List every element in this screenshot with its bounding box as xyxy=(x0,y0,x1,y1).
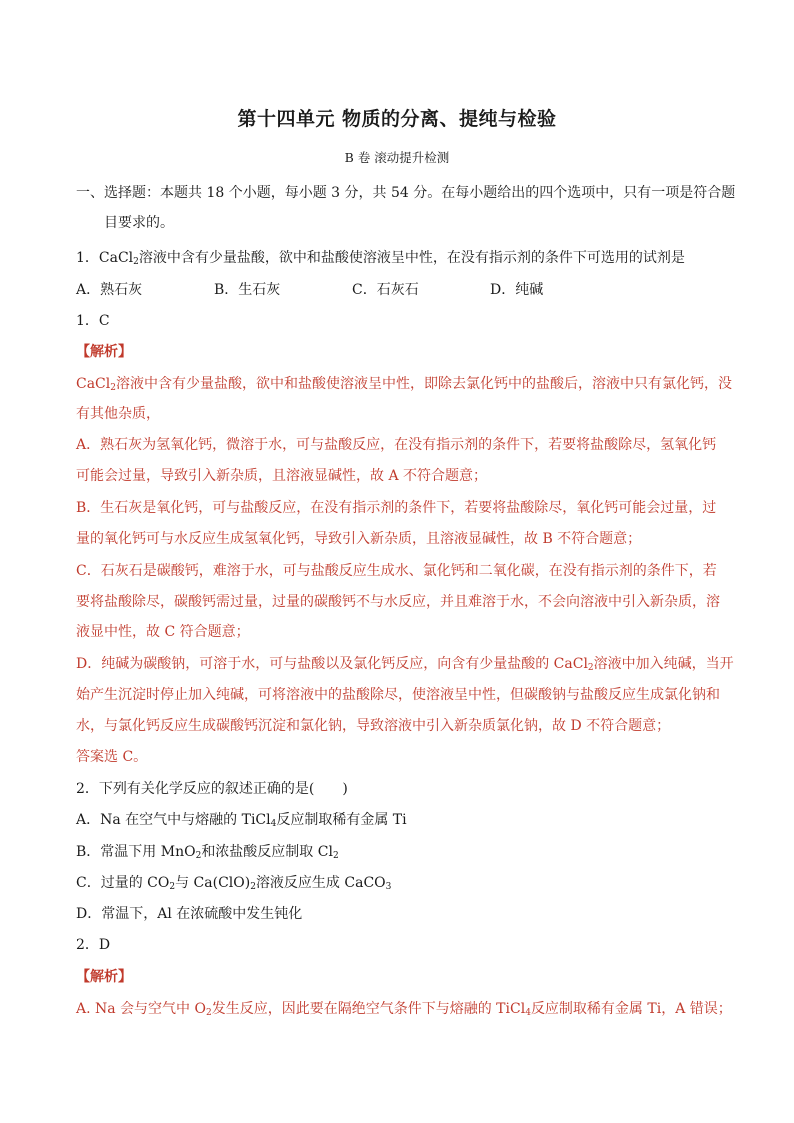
question-2-option-c: C．过量的 $CO_2$与 $Ca(ClO)_2$溶液反应生成 CaCO$_3$ xyxy=(76,875,392,892)
question-1-analysis-label: 【解析】 xyxy=(76,344,132,360)
page-subtitle: B 卷 滚动提升检测 xyxy=(344,150,450,165)
analysis-line: D．纯碱为碳酸钠，可溶于水，可与盐酸以及氯化钙反应，向含有少量盐酸的 CaCl$_2$溶液中加入纯碱，当开 xyxy=(76,656,734,673)
analysis-line: 液显中性，故 C 符合题意； xyxy=(76,624,250,640)
analysis-line: CaCl$_2$溶液中含有少量盐酸，欲中和盐酸使溶液呈中性，即除去氯化钙中的盐酸后，溶液中只有氯化钙，没 xyxy=(76,376,732,393)
analysis-line: 要将盐酸除尽，碳酸钙需过量，过量的碳酸钙不与水反应，并且难溶于水，不会向溶液中引入新杂质，溶 xyxy=(76,594,720,610)
question-2-stem: 2．下列有关化学反应的叙述正确的是( ) xyxy=(76,781,348,797)
analysis-line: A. Na 会与空气中 $O_2$发生反应，因此要在隔绝空气条件下与熔融的 TiCl$_4$反应制取稀有金属 Ti，A 错误； xyxy=(76,1001,732,1018)
question-1-option-a: A．熟石灰 xyxy=(76,282,143,298)
question-2-option-d: D．常温下，Al 在浓硫酸中发生钝化 xyxy=(76,906,303,922)
analysis-line: B．生石灰是氧化钙，可与盐酸反应，在没有指示剂的条件下，若要将盐酸除尽，氧化钙可能会过量，过 xyxy=(76,500,717,516)
question-2-answer: 2．D xyxy=(76,937,111,953)
question-1-option-c: C．石灰石 xyxy=(352,282,419,298)
analysis-line: 始产生沉淀时停止加入纯碱，可将溶液中的盐酸除尽，使溶液呈中性，但碳酸钠与盐酸反应生成氯化钠和 xyxy=(76,687,720,703)
question-1-answer: 1．C xyxy=(76,313,110,329)
analysis-line: 水，与氯化钙反应生成碳酸钙沉淀和氯化钠，导致溶液中引入新杂质氯化钠，故 D 不符合题意； xyxy=(76,718,671,734)
analysis-line: A．熟石灰为氢氧化钙，微溶于水，可与盐酸反应，在没有指示剂的条件下，若要将盐酸除尽，氢氧化钙 xyxy=(76,437,717,453)
section-instruction: 一、选择题：本题共 18 个小题，每小题 3 分，共 54 分。在每小题给出的四个选项中，只有一项是符合题 xyxy=(76,185,736,201)
page-title: 第十四单元 物质的分离、提纯与检验 xyxy=(237,108,557,130)
question-1-option-b: B．生石灰 xyxy=(214,282,281,298)
analysis-line: C．石灰石是碳酸钙，难溶于水，可与盐酸反应生成水、氯化钙和二氧化碳，在没有指示剂的条件下，若 xyxy=(76,563,717,579)
analysis-line: 答案选 C。 xyxy=(76,749,148,765)
question-2-option-b: B．常温下用 MnO$_2$和浓盐酸反应制取 $Cl_2$ xyxy=(76,844,339,861)
section-instruction-cont: 目要求的。 xyxy=(104,215,174,231)
question-2-option-a: A．Na 在空气中与熔融的 TiCl$_4$反应制取稀有金属 Ti xyxy=(76,812,407,829)
question-1-stem: 1．CaCl$_2$溶液中含有少量盐酸，欲中和盐酸使溶液呈中性，在没有指示剂的条件下可选用的试剂是 xyxy=(76,250,685,267)
analysis-line: 量的氧化钙可与水反应生成氢氧化钙，导致引入新杂质，且溶液显碱性，故 B 不符合题意； xyxy=(76,531,642,547)
question-2-analysis-label: 【解析】 xyxy=(76,969,132,985)
analysis-line: 有其他杂质， xyxy=(76,406,160,422)
analysis-line: 可能会过量，导致引入新杂质，且溶液显碱性，故 A 不符合题意； xyxy=(76,468,488,484)
question-1-option-d: D．纯碱 xyxy=(490,282,544,298)
